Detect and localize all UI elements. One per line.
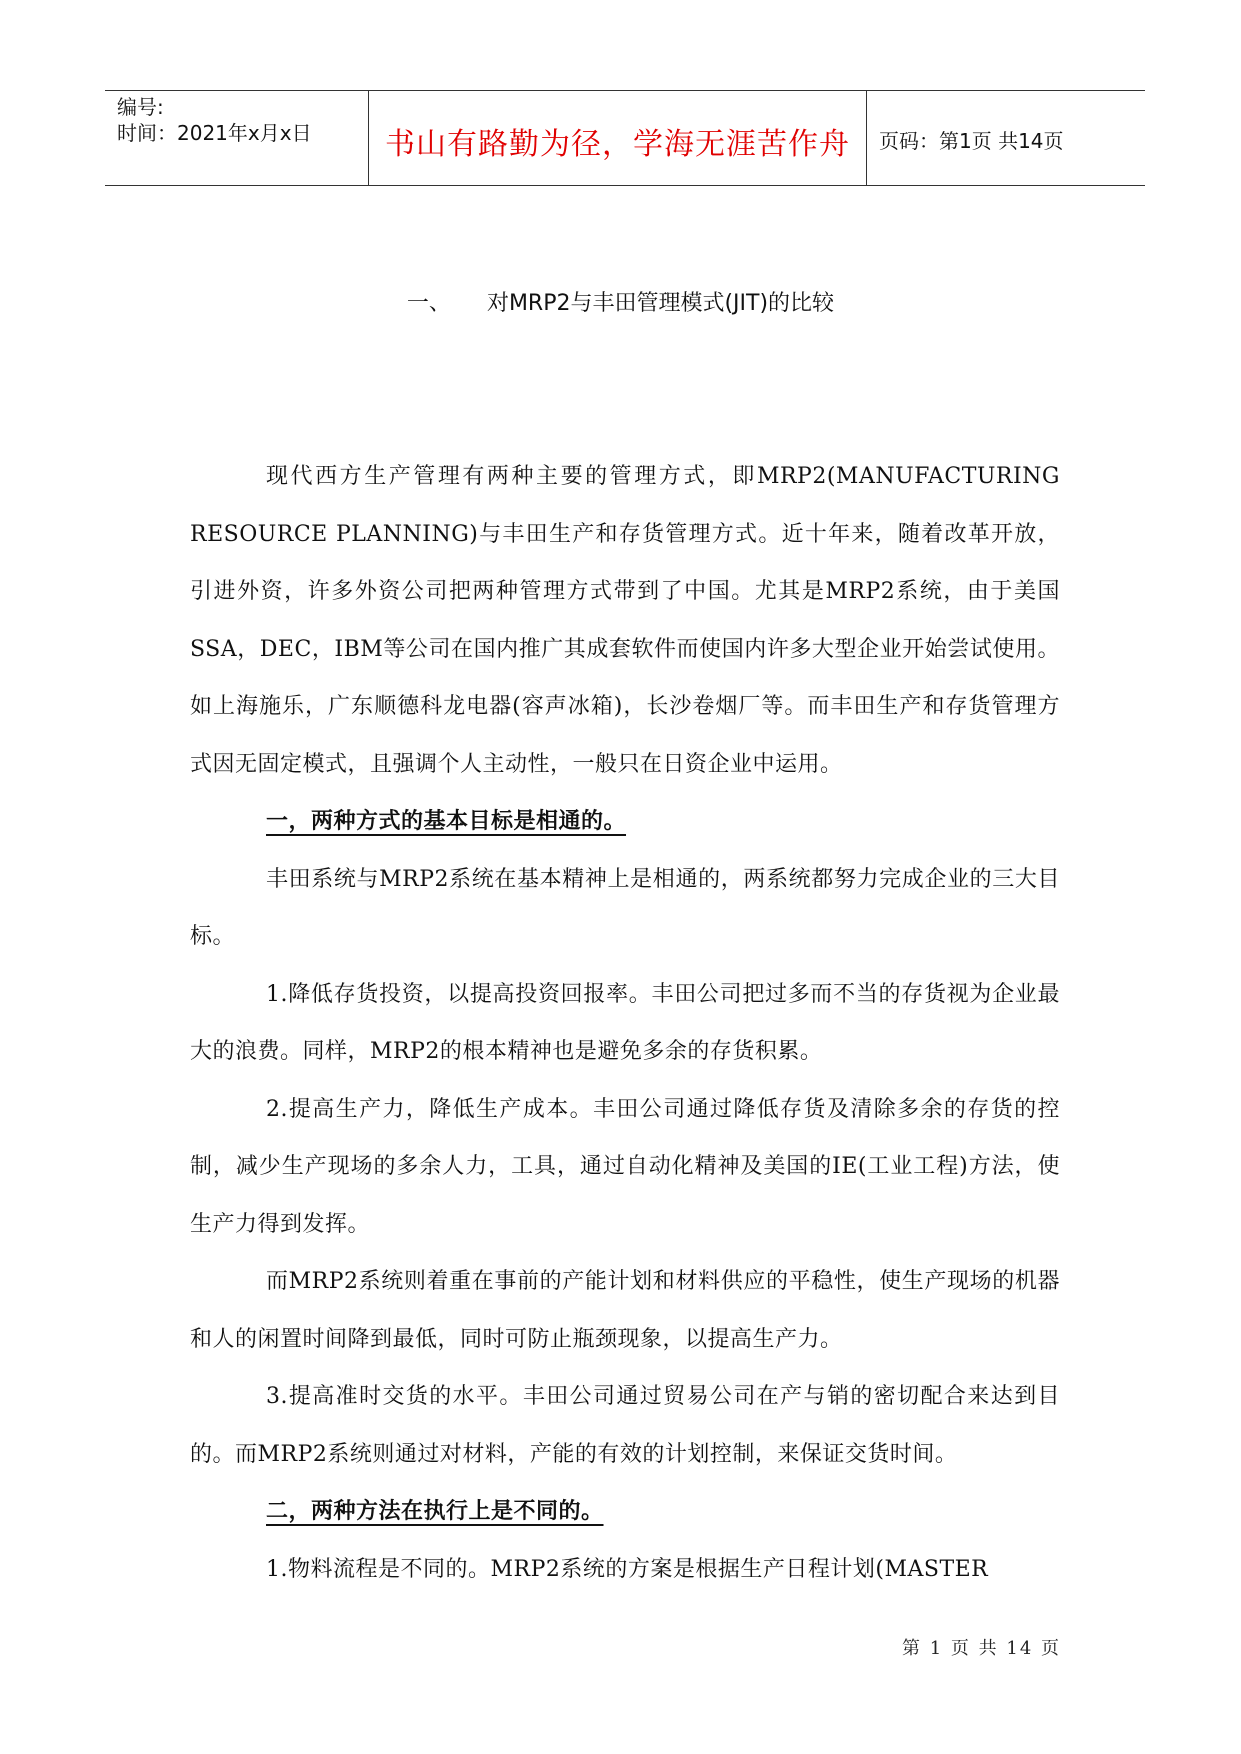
- document-header: [105, 90, 1145, 186]
- document-body: [190, 448, 1060, 1598]
- header-page-info: 页码：第1页 共14页: [879, 129, 1064, 153]
- document-title: [0, 286, 1241, 317]
- section-heading-2: [190, 1483, 1060, 1541]
- header-middle-cell: [369, 91, 867, 185]
- title-text: 对MRP2与丰田管理模式(JIT)的比较: [486, 291, 835, 316]
- section-heading-1: [190, 793, 1060, 851]
- header-left-cell: [105, 91, 369, 185]
- section-heading-2-text: 二，两种方法在执行上是不同的。: [266, 1498, 604, 1524]
- section-heading-1-text: 一，两种方式的基本目标是相通的。: [266, 808, 627, 834]
- paragraph: 而MRP2系统则着重在事前的产能计划和材料供应的平稳性，使生产现场的机器和人的闲置时间降到最低，同时可防止瓶颈现象，以提高生产力。: [190, 1269, 1060, 1352]
- title-number: 一、: [406, 291, 451, 316]
- document-time-label: 时间：2021年x月x日: [117, 121, 312, 145]
- paragraph: 3.提高准时交货的水平。丰田公司通过贸易公司在产与销的密切配合来达到目的。而MRP2系统则通过对材料，产能的有效的计划控制，来保证交货时间。: [190, 1384, 1060, 1467]
- paragraph: 丰田系统与MRP2系统在基本精神上是相通的，两系统都努力完成企业的三大目标。: [190, 866, 1060, 949]
- paragraph: 1.降低存货投资，以提高投资回报率。丰田公司把过多而不当的存货视为企业最大的浪费。同样，MRP2的根本精神也是避免多余的存货积累。: [190, 981, 1060, 1064]
- paragraph-intro: 现代西方生产管理有两种主要的管理方式，即MRP2(MANUFACTURING RESOURCE PLANNING)与丰田生产和存货管理方式。近十年来，随着改革开放，引进外资，许多外资公司把两种管理方式带到了中国。尤其是MRP2系统，由于美国SSA，DEC，IBM等公司在国内推广其成套软件而使国内许多大型企业开始尝试使用。如上海施乐，广东顺德科龙电器(容声冰箱)，长沙卷烟厂等。而丰田生产和存货管理方式因无固定模式，且强调个人主动性，一般只在日资企业中运用。: [190, 464, 1060, 777]
- header-right-cell: [867, 91, 1145, 185]
- page-footer: 第 1 页 共 14 页: [902, 1638, 1061, 1659]
- document-number-label: 编号:: [117, 95, 164, 119]
- header-motto: 书山有路勤为径，学海无涯苦作舟: [385, 127, 850, 162]
- paragraph: 1.物料流程是不同的。MRP2系统的方案是根据生产日程计划(MASTER: [266, 1556, 989, 1582]
- paragraph: 2.提高生产力，降低生产成本。丰田公司通过降低存货及清除多余的存货的控制，减少生产现场的多余人力，工具，通过自动化精神及美国的IE(工业工程)方法，使生产力得到发挥。: [190, 1096, 1060, 1237]
